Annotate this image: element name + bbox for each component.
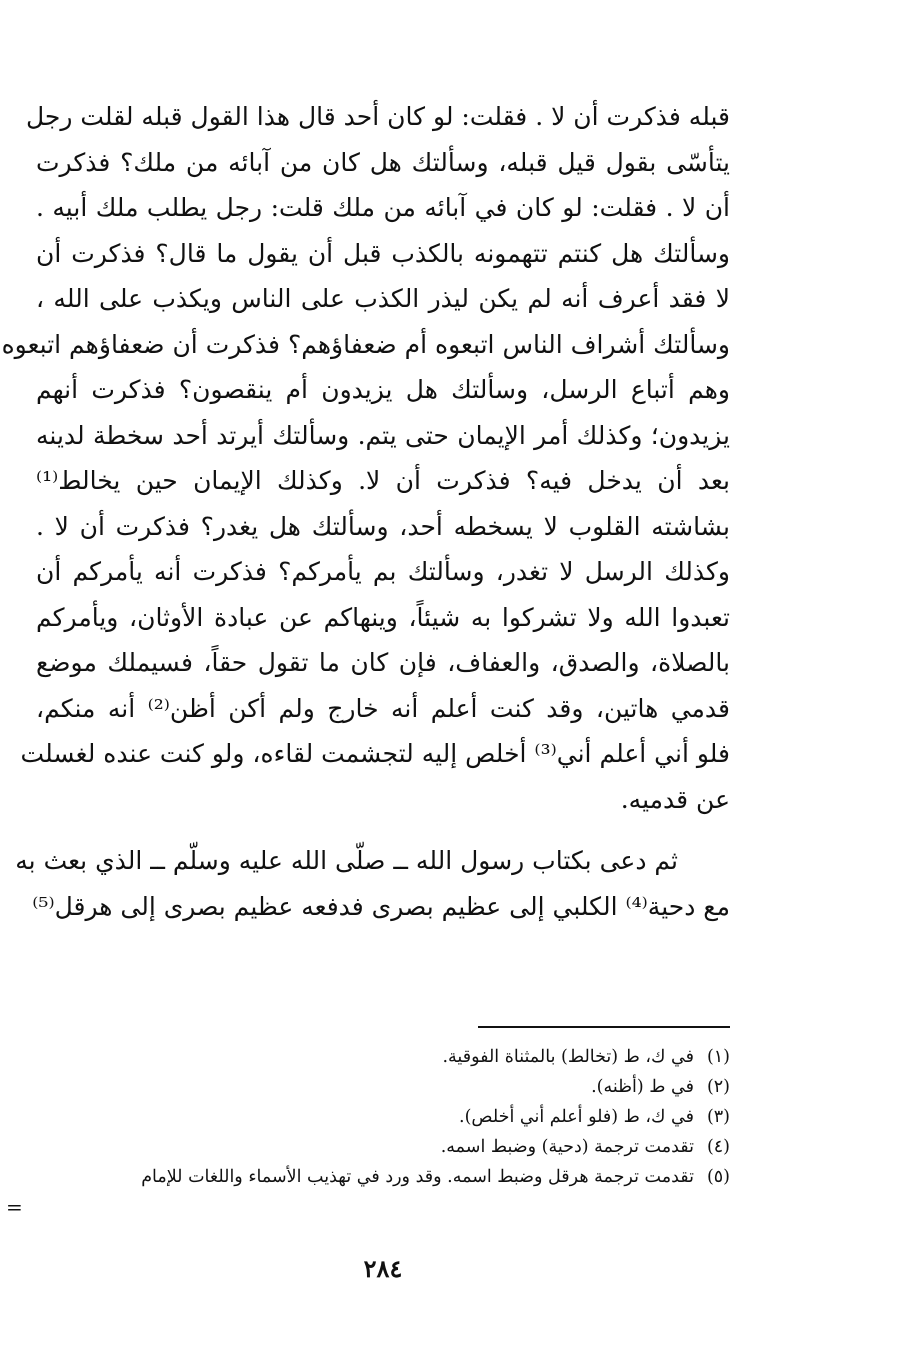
footnotes-list bbox=[6, 1042, 730, 1219]
text-line: وسألتك أشراف الناس اتبعوه أم ضعفاؤهم؟ فذكرت أن ضعفاؤهم اتبعوه bbox=[1, 329, 730, 359]
text-line: بالصلاة، والصدق، والعفاف، فإن كان ما تقول حقاً، فسيملك موضع bbox=[36, 648, 730, 677]
footnote-number: (٢) bbox=[706, 1077, 730, 1097]
footnote-text: في ك، ط (فلو أعلم أني أخلص). bbox=[459, 1107, 694, 1127]
page-number: ٢٨٤ bbox=[363, 1254, 403, 1283]
text-line: وهم أتباع الرسل، وسألتك هل يزيدون أم ينقصون؟ فذكرت أنهم bbox=[36, 375, 730, 404]
footnote-text: تقدمت ترجمة هرقل وضبط اسمه. وقد ورد في تهذيب الأسماء واللغات للإمام bbox=[141, 1167, 694, 1187]
text-line: بشاشته القلوب لا يسخطه أحد، وسألتك هل يغدر؟ فذكرت أن لا . bbox=[36, 511, 730, 541]
text-line: وسألتك هل كنتم تتهمونه بالكذب قبل أن يقول ما قال؟ فذكرت أن bbox=[36, 238, 730, 268]
text-line: قبله فذكرت أن لا . فقلت: لو كان أحد قال هذا القول قبله لقلت رجل bbox=[25, 102, 730, 131]
footnote-text: في ط (أظنه). bbox=[591, 1077, 694, 1097]
footnote-number: (٣) bbox=[706, 1107, 730, 1127]
footnote-number: (٤) bbox=[706, 1137, 730, 1157]
text-line: قدمي هاتين، وقد كنت أعلم أنه خارج ولم أكن أظن⁽²⁾ أنه منكم، bbox=[36, 693, 731, 723]
text-line: ثم دعى بكتاب رسول الله ــ صلّى الله عليه وسلّم ــ الذي بعث به bbox=[15, 846, 678, 875]
footnote-number: (١) bbox=[706, 1047, 730, 1067]
footnote bbox=[36, 1162, 730, 1192]
text-line: بعد أن يدخل فيه؟ فذكرت أن لا. وكذلك الإيمان حين يخالط⁽¹⁾ bbox=[36, 466, 730, 495]
footnote-text: في ك، ط (تخالط) بالمثناة الفوقية. bbox=[442, 1047, 694, 1067]
paragraph-1 bbox=[1, 94, 731, 822]
text-line: وكذلك الرسل لا تغدر، وسألتك بم يأمركم؟ فذكرت أنه يأمركم أن bbox=[36, 557, 730, 586]
footnote bbox=[36, 1102, 730, 1132]
text-line: لا فقد أعرف أنه لم يكن ليذر الكذب على الناس ويكذب على الله ، bbox=[36, 284, 730, 313]
text-line: تعبدوا الله ولا تشركوا به شيئاً، وينهاكم عن عبادة الأوثان، ويأمركم bbox=[36, 602, 730, 632]
footnote-divider bbox=[478, 1026, 730, 1028]
text-line: أن لا . فقلت: لو كان في آبائه من ملك قلت: رجل يطلب ملك أبيه . bbox=[36, 193, 730, 222]
paragraph-2 bbox=[15, 838, 730, 929]
text-line: يزيدون؛ وكذلك أمر الإيمان حتى يتم. وسألتك أيرتد أحد سخطة لدينه bbox=[36, 420, 730, 450]
text-line: فلو أني أعلم أني⁽³⁾ أخلص إليه لتجشمت لقاءه، ولو كنت عنده لغسلت bbox=[20, 739, 730, 768]
footnote-continuation-mark: = bbox=[6, 1195, 23, 1219]
footnote-number: (٥) bbox=[706, 1167, 730, 1187]
text-line: يتأسّى بقول قيل قبله، وسألتك هل كان من آبائه من ملك؟ فذكرت bbox=[36, 147, 730, 177]
book-page bbox=[1, 94, 731, 1334]
text-line: عن قدميه. bbox=[620, 784, 730, 814]
footnote-text: تقدمت ترجمة (دحية) وضبط اسمه. bbox=[440, 1137, 694, 1157]
footnote bbox=[36, 1042, 730, 1072]
footnote bbox=[36, 1132, 730, 1162]
text-line: مع دحية⁽⁴⁾ الكلبي إلى عظيم بصرى فدفعه عظيم بصرى إلى هرقل⁽⁵⁾ bbox=[32, 891, 730, 921]
footnote bbox=[36, 1072, 730, 1102]
